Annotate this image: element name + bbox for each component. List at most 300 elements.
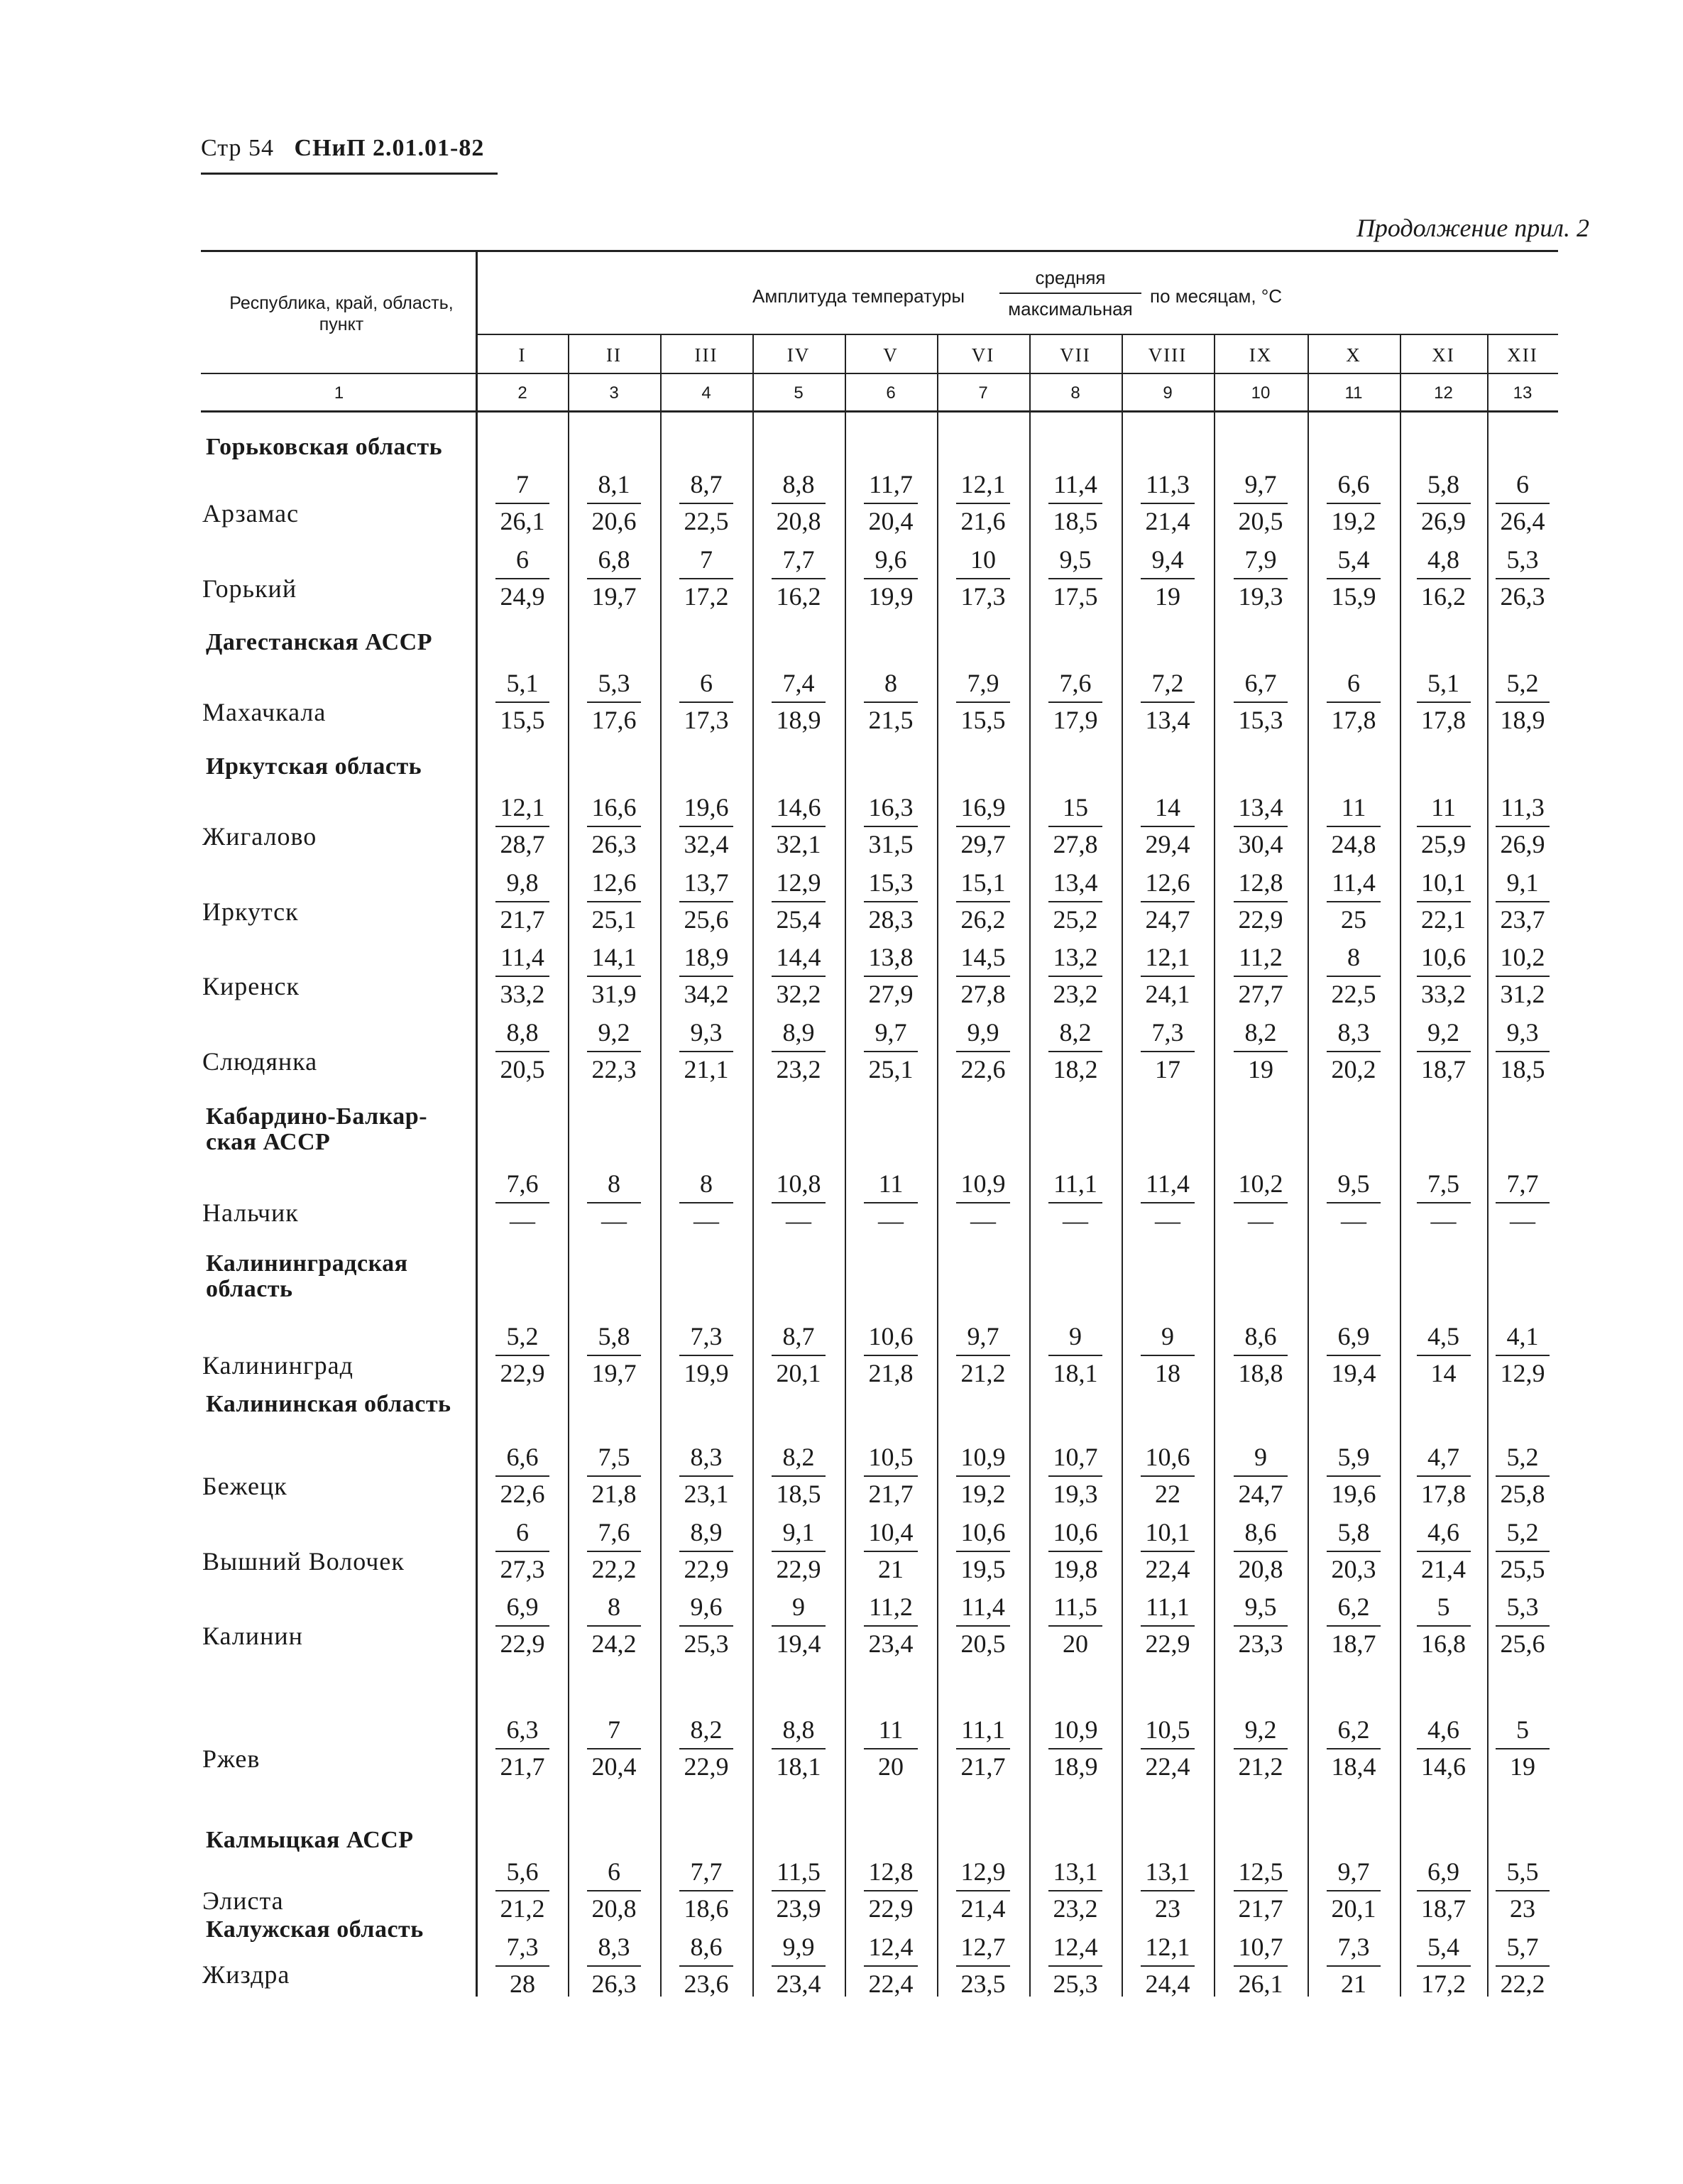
maximum-amplitude: 23,2	[1053, 980, 1098, 1008]
fraction-bar	[587, 901, 641, 902]
data-cell	[568, 1714, 660, 1785]
maximum-amplitude: 15,3	[1238, 706, 1283, 734]
average-amplitude: 9,4	[1151, 545, 1184, 574]
column-number-12: 12	[1434, 383, 1453, 403]
fraction-bar	[1234, 826, 1288, 827]
maximum-amplitude: 17,3	[960, 582, 1006, 611]
data-cell	[568, 1517, 660, 1588]
average-amplitude: 5,2	[506, 1322, 539, 1350]
average-amplitude: 10,6	[1053, 1518, 1098, 1546]
region-title: Горьковская область	[206, 434, 443, 460]
data-cell	[1398, 1017, 1490, 1088]
fraction-bar	[1234, 976, 1288, 977]
average-amplitude: 6	[700, 669, 713, 697]
fraction-bar	[956, 901, 1010, 902]
data-cell	[568, 941, 660, 1012]
data-cell	[660, 1441, 752, 1512]
fraction-bar	[956, 578, 1010, 579]
data-cell	[1308, 1321, 1400, 1392]
maximum-amplitude: 18,9	[1053, 1752, 1098, 1781]
average-amplitude: 15,3	[868, 868, 914, 897]
maximum-amplitude: 23,1	[684, 1480, 729, 1508]
fraction-bar	[679, 1355, 733, 1356]
data-cell	[1308, 667, 1400, 738]
fraction-bar	[1417, 1965, 1471, 1967]
average-amplitude: 9,9	[967, 1018, 999, 1047]
maximum-amplitude: 18,1	[1053, 1359, 1098, 1387]
maximum-amplitude: 22,6	[960, 1055, 1006, 1083]
average-amplitude: 14,1	[591, 943, 637, 971]
fraction-bar	[772, 1748, 826, 1749]
maximum-amplitude: 22,9	[1145, 1629, 1190, 1658]
data-cell	[1476, 1856, 1569, 1927]
maximum-amplitude: 18,6	[684, 1894, 729, 1923]
data-cell	[1398, 1517, 1490, 1588]
data-cell	[1398, 1441, 1490, 1512]
data-cell	[752, 1714, 845, 1785]
fraction-bar	[1496, 1625, 1550, 1627]
maximum-amplitude: 22,9	[776, 1555, 821, 1583]
average-amplitude: 13,1	[1145, 1857, 1190, 1886]
station-name: Слюдянка	[202, 1047, 318, 1076]
column-number-10: 10	[1251, 383, 1271, 403]
fraction-bar	[772, 1625, 826, 1627]
column-number-2: 2	[517, 383, 527, 403]
average-amplitude: 8,6	[690, 1933, 723, 1961]
amplitude-fraction	[999, 263, 1141, 324]
data-cell	[1122, 1591, 1214, 1662]
data-cell	[1122, 1856, 1214, 1927]
average-amplitude: 6	[1347, 669, 1360, 697]
station-name: Калининград	[202, 1351, 353, 1380]
average-amplitude: 7,6	[506, 1169, 539, 1198]
fraction-bar	[1048, 826, 1102, 827]
data-cell	[937, 1441, 1029, 1512]
maximum-amplitude: —	[1430, 1206, 1457, 1235]
average-amplitude: 12,4	[1053, 1933, 1098, 1961]
fraction-bar	[956, 1051, 1010, 1052]
fraction-bar	[1496, 1202, 1550, 1203]
data-cell	[476, 1591, 569, 1662]
maximum-amplitude: 19	[1510, 1752, 1535, 1781]
month-header-12: XII	[1507, 344, 1538, 366]
data-cell	[1215, 469, 1307, 540]
data-cell	[660, 1168, 752, 1239]
month-header-10: X	[1346, 344, 1361, 366]
fraction-bar	[864, 826, 918, 827]
fraction-bar	[495, 1355, 549, 1356]
maximum-amplitude: 23,2	[1053, 1894, 1098, 1923]
average-amplitude: 10,1	[1421, 868, 1466, 897]
average-amplitude: 8,1	[598, 470, 630, 498]
data-cell	[1398, 1168, 1490, 1239]
data-cell	[660, 1856, 752, 1927]
fraction-bar	[679, 1748, 733, 1749]
data-cell	[1122, 1168, 1214, 1239]
average-amplitude: 9	[1254, 1443, 1267, 1471]
maximum-amplitude: 21,5	[868, 706, 914, 734]
average-amplitude: 12,6	[591, 868, 637, 897]
fraction-bar	[679, 578, 733, 579]
region-title: Калининградская	[206, 1250, 408, 1277]
average-amplitude: 8,7	[690, 470, 723, 498]
data-cell	[476, 544, 569, 615]
maximum-amplitude: 20,6	[591, 507, 637, 535]
fraction-bar	[1327, 1355, 1381, 1356]
average-amplitude: 7,7	[782, 545, 815, 574]
fraction-bar	[1496, 1475, 1550, 1477]
maximum-amplitude: 23	[1510, 1894, 1535, 1923]
average-amplitude: 5	[1516, 1715, 1529, 1744]
fraction-bar	[1141, 1965, 1195, 1967]
maximum-amplitude: 26,9	[1421, 507, 1466, 535]
data-cell	[1215, 1441, 1307, 1512]
data-cell	[752, 941, 845, 1012]
average-amplitude: 6,9	[506, 1593, 539, 1621]
average-amplitude: 11,4	[1053, 470, 1097, 498]
data-cell	[1476, 1931, 1569, 2002]
data-cell	[845, 544, 937, 615]
average-amplitude: 6,2	[1337, 1593, 1370, 1621]
maximum-amplitude: 23	[1155, 1894, 1180, 1923]
data-cell	[937, 1931, 1029, 2002]
average-amplitude: 4,6	[1427, 1518, 1459, 1546]
fraction-bar	[1327, 1551, 1381, 1552]
average-amplitude: 12,9	[960, 1857, 1006, 1886]
fraction-bar	[864, 976, 918, 977]
data-cell	[937, 1714, 1029, 1785]
fraction-bar	[587, 1890, 641, 1891]
maximum-amplitude: 16,8	[1421, 1629, 1466, 1658]
data-cell	[1308, 792, 1400, 863]
data-cell	[568, 867, 660, 938]
maximum-amplitude: 17,9	[1053, 706, 1098, 734]
month-header-9: IX	[1249, 344, 1273, 366]
data-cell	[1476, 469, 1569, 540]
average-amplitude: 10,9	[1053, 1715, 1098, 1744]
maximum-amplitude: 23,6	[684, 1970, 729, 1998]
data-cell	[1029, 941, 1122, 1012]
station-name: Жигалово	[202, 822, 317, 851]
data-cell	[1029, 1856, 1122, 1927]
maximum-amplitude: 28,3	[868, 905, 914, 934]
fraction-bar	[772, 826, 826, 827]
page-header	[201, 135, 484, 162]
data-cell	[845, 1856, 937, 1927]
data-cell	[937, 1856, 1029, 1927]
maximum-amplitude: 25,2	[1053, 905, 1098, 934]
data-cell	[1476, 544, 1569, 615]
maximum-amplitude: 22,2	[591, 1555, 637, 1583]
average-amplitude: 9,5	[1244, 1593, 1277, 1621]
maximum-amplitude: 21,8	[591, 1480, 637, 1508]
fraction-bar	[956, 976, 1010, 977]
data-cell	[1029, 1321, 1122, 1392]
amplitude-denominator: максимальная	[1008, 298, 1133, 320]
data-cell	[476, 667, 569, 738]
average-amplitude: 6	[516, 1518, 529, 1546]
maximum-amplitude: 25,6	[1500, 1629, 1545, 1658]
fraction-bar	[1048, 1965, 1102, 1967]
fraction-bar	[1496, 503, 1550, 504]
data-cell	[752, 1517, 845, 1588]
data-cell	[568, 544, 660, 615]
maximum-amplitude: 14,6	[1421, 1752, 1466, 1781]
average-amplitude: 14,5	[960, 943, 1006, 971]
average-amplitude: 9,5	[1337, 1169, 1370, 1198]
maximum-amplitude: 24,2	[591, 1629, 637, 1658]
fraction-bar	[587, 503, 641, 504]
maximum-amplitude: 18,1	[776, 1752, 821, 1781]
data-cell	[752, 667, 845, 738]
data-cell	[568, 792, 660, 863]
column-number-5: 5	[794, 383, 804, 403]
data-cell	[1308, 867, 1400, 938]
fraction-bar	[1417, 826, 1471, 827]
fraction-bar	[1234, 1355, 1288, 1356]
data-cell	[1476, 792, 1569, 863]
maximum-amplitude: 25,1	[591, 905, 637, 934]
month-header-3: III	[694, 344, 718, 366]
fraction-bar	[1417, 1475, 1471, 1477]
data-cell	[1476, 1017, 1569, 1088]
fraction-bar	[1141, 1551, 1195, 1552]
data-cell	[1476, 1168, 1569, 1239]
maximum-amplitude: 17,8	[1331, 706, 1376, 734]
data-cell	[660, 667, 752, 738]
data-cell	[568, 469, 660, 540]
average-amplitude: 7	[516, 470, 529, 498]
maximum-amplitude: 17,8	[1421, 706, 1466, 734]
maximum-amplitude: 21	[878, 1555, 904, 1583]
data-cell	[937, 941, 1029, 1012]
maximum-amplitude: 20,4	[591, 1752, 637, 1781]
average-amplitude: 5,3	[598, 669, 630, 697]
fraction-bar	[1234, 503, 1288, 504]
maximum-amplitude: 22,9	[684, 1555, 729, 1583]
fraction-bar	[1417, 701, 1471, 703]
maximum-amplitude: 15,9	[1331, 582, 1376, 611]
fraction-bar	[1048, 1051, 1102, 1052]
station-name: Арзамас	[202, 499, 300, 528]
average-amplitude: 10,8	[776, 1169, 821, 1198]
average-amplitude: 5,3	[1506, 1593, 1539, 1621]
data-cell	[568, 1321, 660, 1392]
maximum-amplitude: 21,2	[1238, 1752, 1283, 1781]
fraction-bar	[495, 1475, 549, 1477]
fraction-bar	[495, 578, 549, 579]
maximum-amplitude: 24,8	[1331, 830, 1376, 858]
average-amplitude: 14	[1155, 793, 1180, 821]
data-cell	[845, 1517, 937, 1588]
data-cell	[1398, 1931, 1490, 2002]
fraction-bar	[1048, 1748, 1102, 1749]
average-amplitude: 11,4	[1332, 868, 1376, 897]
month-header-1: I	[518, 344, 527, 366]
maximum-amplitude: 21,1	[684, 1055, 729, 1083]
average-amplitude: 10,4	[868, 1518, 914, 1546]
region-title: Кабардино-Балкар-	[206, 1103, 428, 1130]
average-amplitude: 8,8	[782, 1715, 815, 1744]
average-amplitude: 8,2	[690, 1715, 723, 1744]
fraction-bar	[772, 578, 826, 579]
column-number-6: 6	[886, 383, 896, 403]
average-amplitude: 9,7	[875, 1018, 907, 1047]
data-cell	[937, 667, 1029, 738]
maximum-amplitude: —	[878, 1206, 904, 1235]
maximum-amplitude: 18,9	[1500, 706, 1545, 734]
average-amplitude: 8,2	[1059, 1018, 1092, 1047]
data-cell	[1029, 469, 1122, 540]
fraction-bar	[1141, 1748, 1195, 1749]
data-cell	[1029, 1017, 1122, 1088]
average-amplitude: 11	[1431, 793, 1456, 821]
fraction-bar	[1327, 976, 1381, 977]
region-title: Калмыцкая АССР	[206, 1827, 414, 1853]
fraction-bar	[864, 1051, 918, 1052]
maximum-amplitude: 21,7	[960, 1752, 1006, 1781]
average-amplitude: 9,7	[1244, 470, 1277, 498]
average-amplitude: 10,5	[868, 1443, 914, 1471]
data-cell	[752, 792, 845, 863]
station-name: Киренск	[202, 972, 300, 1000]
fraction-bar	[587, 701, 641, 703]
location-column-header: Республика, край, область, пункт	[229, 293, 454, 334]
fraction-bar	[864, 1748, 918, 1749]
month-header-5: V	[883, 344, 899, 366]
data-cell	[476, 941, 569, 1012]
average-amplitude: 10,2	[1238, 1169, 1283, 1198]
fraction-bar	[772, 1051, 826, 1052]
data-cell	[476, 867, 569, 938]
data-cell	[1029, 544, 1122, 615]
data-cell	[568, 1168, 660, 1239]
data-cell	[1308, 1856, 1400, 1927]
maximum-amplitude: 20,5	[960, 1629, 1006, 1658]
maximum-amplitude: 21,7	[500, 905, 545, 934]
data-cell	[1476, 867, 1569, 938]
average-amplitude: 10,5	[1145, 1715, 1190, 1744]
maximum-amplitude: 27,9	[868, 980, 914, 1008]
data-cell	[1308, 1168, 1400, 1239]
fraction-bar	[1141, 976, 1195, 977]
fraction-bar	[587, 1475, 641, 1477]
fraction-bar	[772, 1890, 826, 1891]
data-cell	[568, 1856, 660, 1927]
fraction-bar	[772, 901, 826, 902]
fraction-bar	[679, 1051, 733, 1052]
average-amplitude: 6	[516, 545, 529, 574]
data-cell	[660, 469, 752, 540]
fraction-bar	[956, 1748, 1010, 1749]
average-amplitude: 8,6	[1244, 1518, 1277, 1546]
fraction-bar	[1496, 1051, 1550, 1052]
maximum-amplitude: 23,7	[1500, 905, 1545, 934]
fraction-bar	[1417, 1625, 1471, 1627]
fraction-bar	[864, 503, 918, 504]
average-amplitude: 14,4	[776, 943, 821, 971]
fraction-bar	[587, 1051, 641, 1052]
maximum-amplitude: 25,8	[1500, 1480, 1545, 1508]
maximum-amplitude: 22,9	[1238, 905, 1283, 934]
fraction-bar	[772, 1551, 826, 1552]
fraction-bar	[864, 1355, 918, 1356]
maximum-amplitude: 17,6	[591, 706, 637, 734]
fraction-bar	[1048, 976, 1102, 977]
average-amplitude: 7,9	[967, 669, 999, 697]
average-amplitude: 7	[700, 545, 713, 574]
data-cell	[1308, 1441, 1400, 1512]
average-amplitude: 14,6	[776, 793, 821, 821]
data-cell	[937, 544, 1029, 615]
fraction-bar	[679, 1625, 733, 1627]
average-amplitude: 8,3	[598, 1933, 630, 1961]
fraction-bar	[1417, 976, 1471, 977]
region-title: Дагестанская АССР	[206, 629, 432, 655]
fraction-bar	[864, 1551, 918, 1552]
maximum-amplitude: 19,2	[960, 1480, 1006, 1508]
average-amplitude: 6,6	[506, 1443, 539, 1471]
average-amplitude: 5,8	[598, 1322, 630, 1350]
data-cell	[1029, 1931, 1122, 2002]
fraction-bar	[495, 1551, 549, 1552]
maximum-amplitude: 29,4	[1145, 830, 1190, 858]
fraction-bar	[1234, 1625, 1288, 1627]
maximum-amplitude: 18,2	[1053, 1055, 1098, 1083]
data-cell	[476, 1931, 569, 2002]
average-amplitude: 8,9	[782, 1018, 815, 1047]
average-amplitude: 8,2	[1244, 1018, 1277, 1047]
maximum-amplitude: 18,5	[776, 1480, 821, 1508]
region-title: Иркутская область	[206, 753, 422, 780]
fraction-bar	[587, 1625, 641, 1627]
maximum-amplitude: 23,9	[776, 1894, 821, 1923]
month-header-6: VI	[971, 344, 995, 366]
average-amplitude: 15,1	[960, 868, 1006, 897]
data-cell	[568, 667, 660, 738]
fraction-bar	[1496, 1965, 1550, 1967]
fraction-bar	[1327, 901, 1381, 902]
maximum-amplitude: 21,4	[960, 1894, 1006, 1923]
data-cell	[845, 1591, 937, 1662]
fraction-bar	[956, 1551, 1010, 1552]
data-cell	[1215, 1168, 1307, 1239]
data-cell	[752, 469, 845, 540]
region-title: Калининская область	[206, 1391, 451, 1417]
average-amplitude: 12,1	[500, 793, 545, 821]
maximum-amplitude: 22,9	[684, 1752, 729, 1781]
maximum-amplitude: 23,3	[1238, 1629, 1283, 1658]
average-amplitude: 9,7	[1337, 1857, 1370, 1886]
data-cell	[1029, 867, 1122, 938]
maximum-amplitude: 26,9	[1500, 830, 1545, 858]
maximum-amplitude: 27,3	[500, 1555, 545, 1583]
fraction-bar	[1234, 1202, 1288, 1203]
average-amplitude: 13,7	[684, 868, 729, 897]
average-amplitude: 8,2	[782, 1443, 815, 1471]
data-cell	[937, 1591, 1029, 1662]
fraction-bar	[1417, 503, 1471, 504]
average-amplitude: 11,3	[1501, 793, 1545, 821]
maximum-amplitude: 18,5	[1500, 1055, 1545, 1083]
data-cell	[1122, 867, 1214, 938]
maximum-amplitude: 21,4	[1145, 507, 1190, 535]
data-cell	[1215, 1931, 1307, 2002]
column-number-3: 3	[609, 383, 619, 403]
fraction-bar	[1141, 826, 1195, 827]
data-cell	[1122, 1017, 1214, 1088]
average-amplitude: 7,5	[1427, 1169, 1459, 1198]
